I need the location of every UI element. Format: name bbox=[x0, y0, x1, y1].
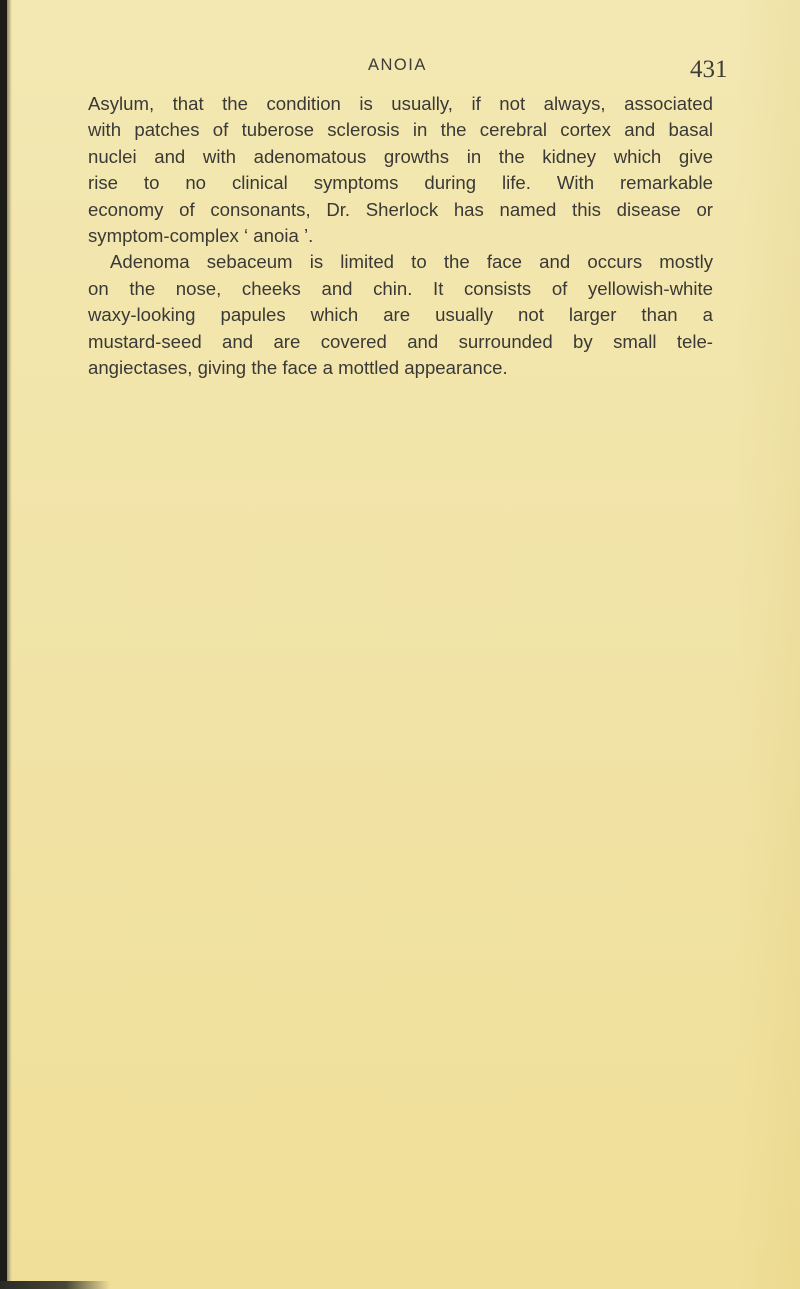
gutter-shadow bbox=[7, 0, 12, 1289]
text-line: symptom-complex ‘ anoia ’. bbox=[88, 224, 314, 246]
page-corner-shadow bbox=[0, 1281, 110, 1289]
body-text bbox=[88, 91, 713, 381]
text-line: on the nose, cheeks and chin. It consists of yellowish-white bbox=[88, 277, 713, 299]
paragraph bbox=[88, 249, 713, 381]
running-title: ANOIA bbox=[368, 56, 427, 74]
text-line: with patches of tuberose sclerosis in the cerebral cortex and basal bbox=[88, 119, 713, 141]
text-line: Adenoma sebaceum is limited to the face and occurs mostly bbox=[110, 251, 713, 273]
running-head bbox=[0, 50, 800, 83]
text-line: waxy-looking papules which are usually not larger than a bbox=[88, 304, 713, 326]
binding-edge bbox=[0, 0, 7, 1289]
paragraph bbox=[88, 91, 713, 249]
text-line: rise to no clinical symptoms during life. With remarkable bbox=[88, 172, 713, 194]
text-line: nuclei and with adenomatous growths in the kidney which give bbox=[88, 145, 713, 167]
text-line: economy of consonants, Dr. Sherlock has named this disease or bbox=[88, 198, 713, 220]
page-number: 431 bbox=[690, 56, 728, 83]
text-line: mustard-seed and are covered and surrounded by small tele- bbox=[88, 330, 713, 352]
text-line: angiectases, giving the face a mottled appearance. bbox=[88, 356, 508, 378]
text-line: Asylum, that the condition is usually, if not always, associated bbox=[88, 93, 713, 114]
